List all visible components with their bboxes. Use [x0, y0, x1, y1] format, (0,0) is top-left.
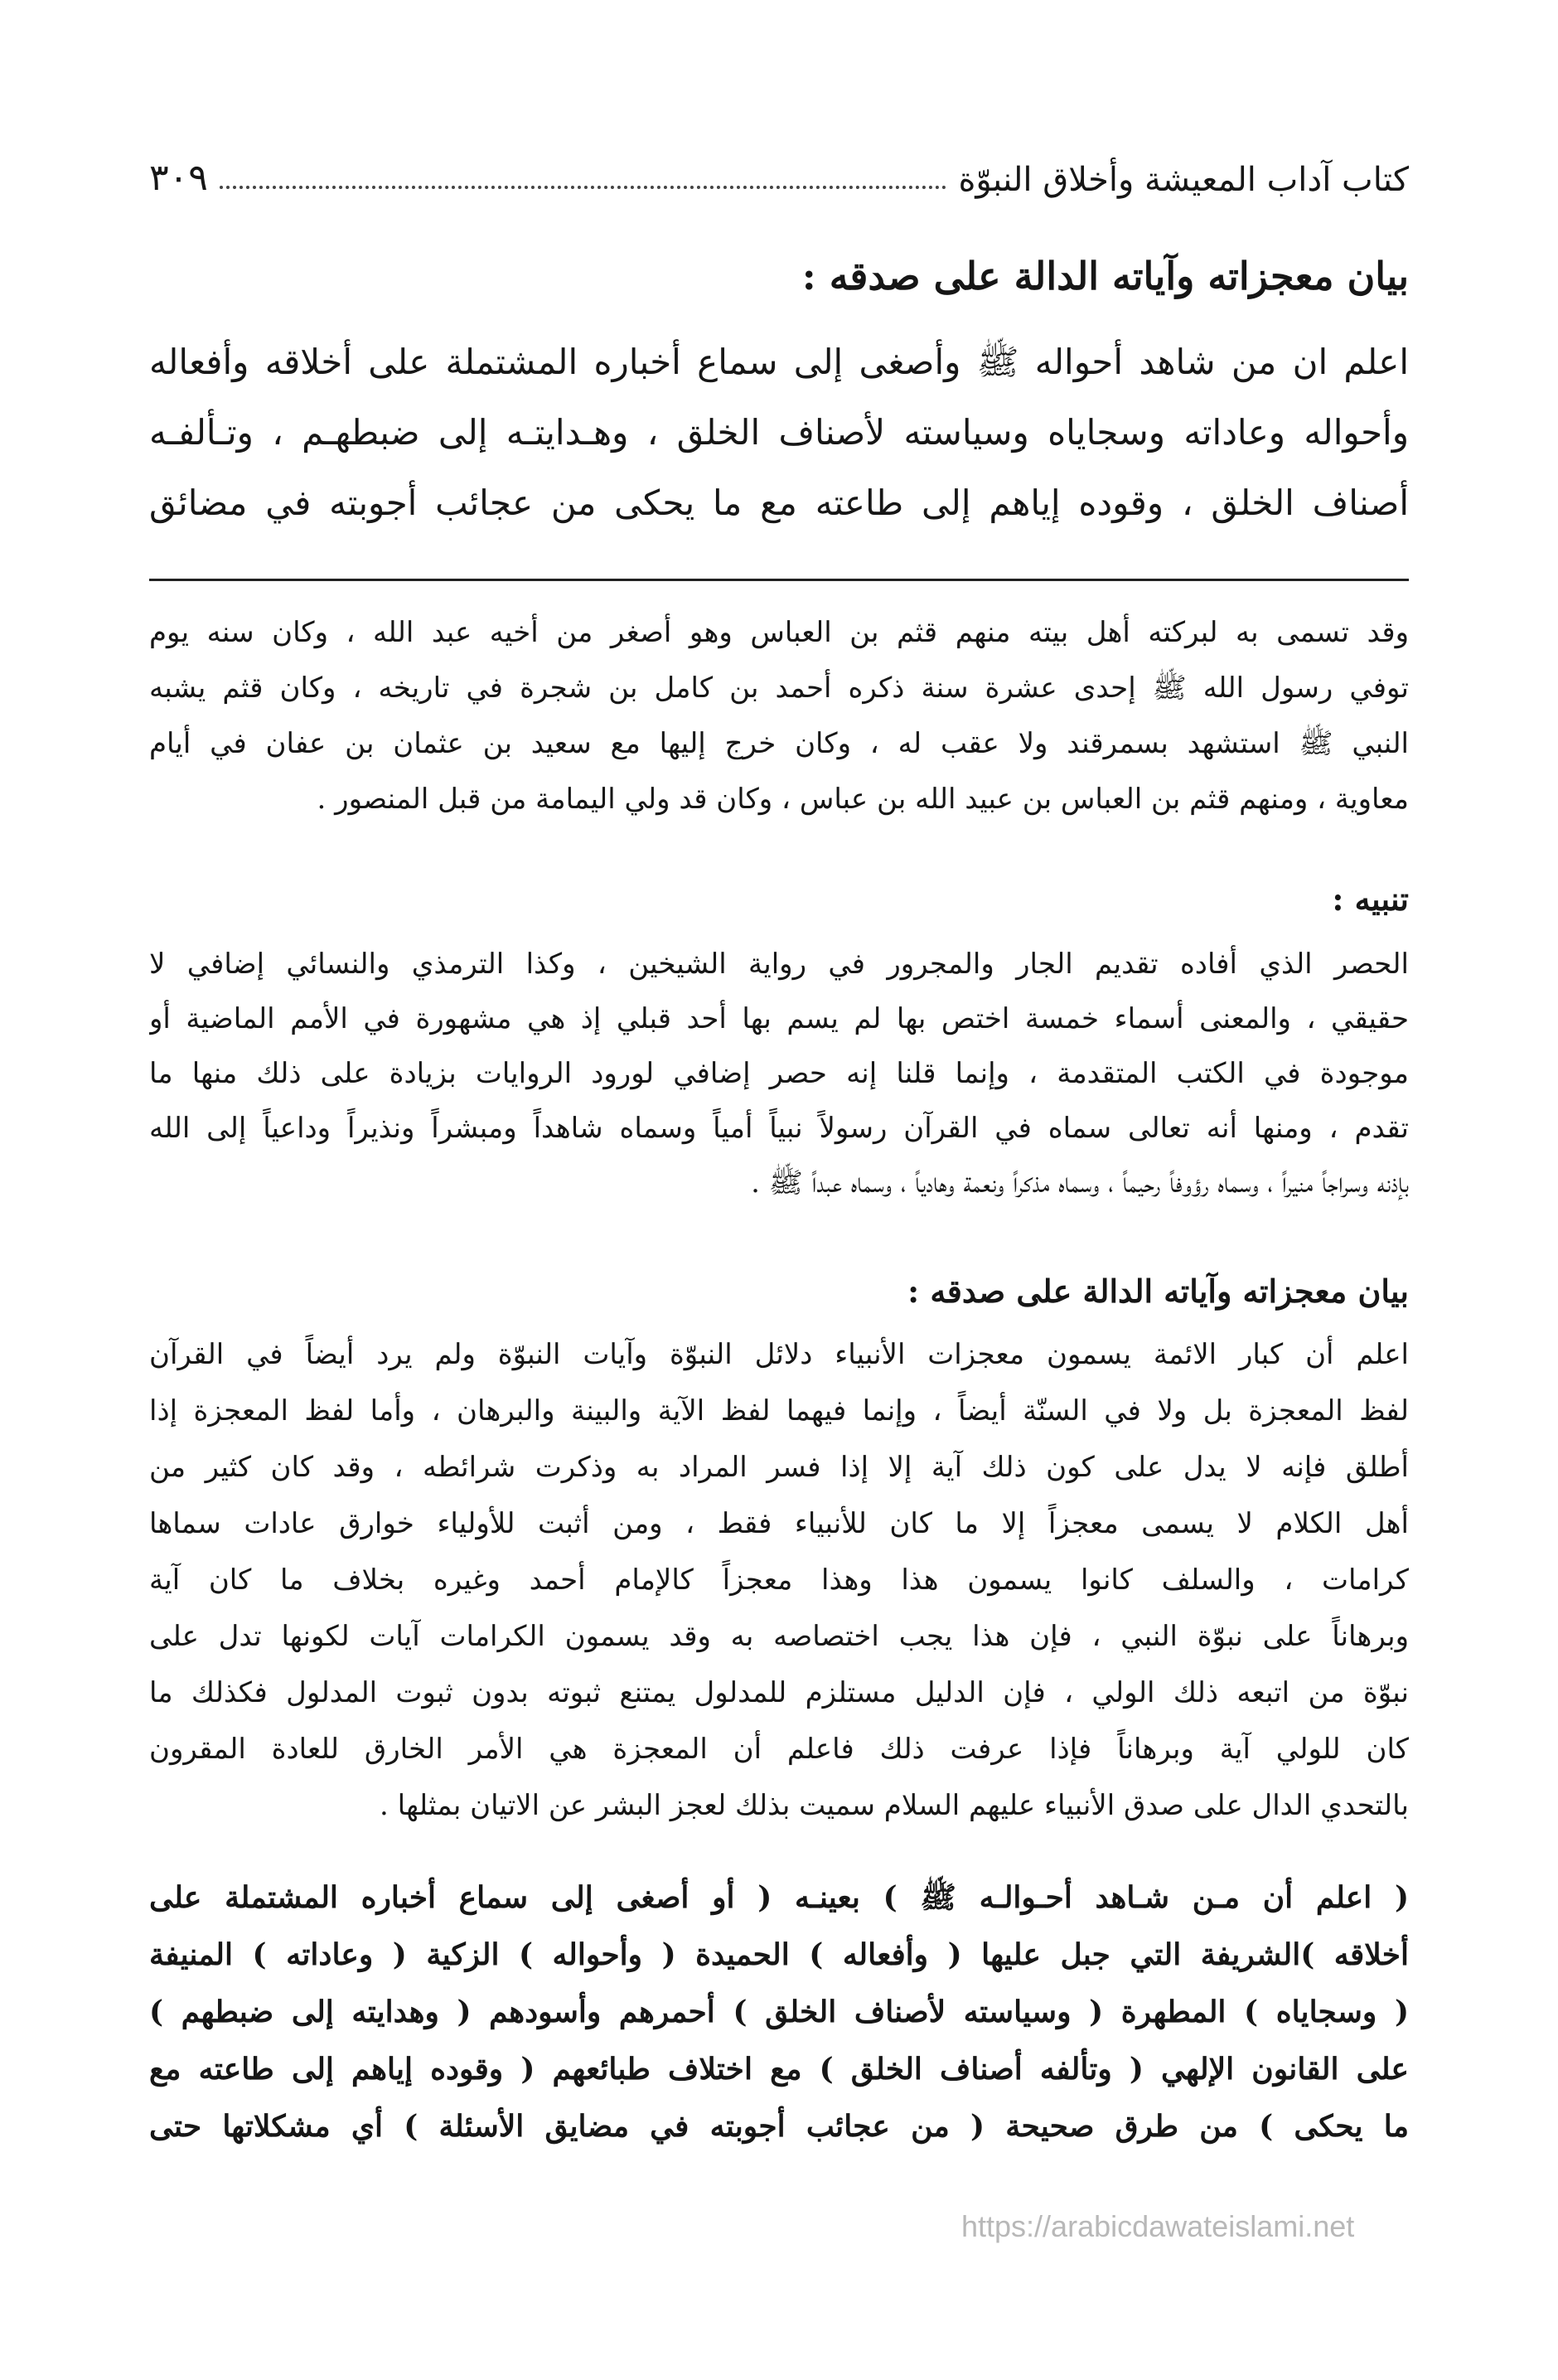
section-heading-main: بيان معجزاته وآياته الدالة على صدقه : — [801, 254, 1409, 298]
section-heading-second: بيان معجزاته وآياته الدالة على صدقه : — [907, 1272, 1409, 1310]
main-text — [149, 327, 1409, 538]
page-header — [149, 124, 1409, 199]
notice-line: الحصر الذي أفاده تقديم الجار والمجرور في رواية الشيخين ، وكذا الترمذي والنسائي إضافي لا — [149, 948, 1409, 981]
commentary-line: على القانون الإلهي ( وتألفه أصناف الخلق ) مع اختلاف طبائعهم ( وقوده إياهم إلى طاعته مع — [149, 2052, 1409, 2087]
miracles-line: اعلم أن كبار الائمة يسمون معجزات الأنبياء دلائل النبوّة وآيات النبوّة ولم يرد أيضاً في القرآن — [149, 1338, 1409, 1371]
miracles-line: بالتحدي الدال على صدق الأنبياء عليهم السلام سميت بذلك لعجز البشر عن الاتيان بمثلها . — [380, 1789, 1409, 1822]
footnote-line: وقد تسمى به لبركته أهل بيته منهم قثم بن العباس وهو أصغر من أخيه عبد الله ، وكان سنه يوم — [149, 616, 1409, 649]
running-title: كتاب آداب المعيشة وأخلاق النبوّة — [958, 161, 1409, 199]
commentary-text — [149, 1869, 1409, 2155]
watermark-url: https://arabicdawateislami.net — [961, 2209, 1355, 2243]
notice-line: بإذنه وسراجاً منيراً ، وسماه رؤوفاً رحيماً ، وسماه مذكراً ونعمة وهادياً ، وسماه عبداً ﷺ . — [751, 1166, 1409, 1200]
footnote-line: النبي ﷺ استشهد بسمرقند ولا عقب له ، وكان خرج إليها مع سعيد بن عثمان بن عفان في أيام — [149, 727, 1409, 760]
miracles-line: لفظ المعجزة بل ولا في السنّة أيضاً ، وإنما فيهما لفظ الآية والبينة والبرهان ، وأما لفظ المعجزة إذا — [149, 1394, 1409, 1428]
footnote-line: معاوية ، ومنهم قثم بن العباس بن عبيد الله بن عباس ، وكان قد ولي اليمامة من قبل المنصور . — [317, 783, 1409, 816]
dotted-leader — [220, 186, 947, 189]
commentary-line: ( وسجاياه ) المطهرة ( وسياسته لأصناف الخلق ) أحمرهم وأسودهم ( وهدايته إلى ضبطهم ) — [149, 1995, 1409, 2029]
page-number: ٣٠٩ — [149, 157, 208, 199]
miracles-text — [149, 1326, 1409, 1834]
commentary-line: أخلاقه )الشريفة التي جبل عليها ( وأفعاله ) الحميدة ( وأحواله ) الزكية ( وعاداته ) المنيفة — [149, 1937, 1409, 1972]
miracles-line: نبوّة من اتبعه ذلك الولي ، فإن الدليل مستلزم للمدلول يمتنع ثبوته بدون ثبوت المدلول فكذلك ما — [149, 1676, 1409, 1709]
commentary-line: ما يحكى ) من طرق صحيحة ( من عجائب أجوبته في مضايق الأسئلة ) أي مشكلاتها حتى — [149, 2109, 1409, 2144]
miracles-line: كان للولي آية وبرهاناً فإذا عرفت ذلك فاعلم أن المعجزة هي الأمر الخارق للعادة المقرون — [149, 1733, 1409, 1766]
miracles-line: كرامات ، والسلف كانوا يسمون هذا وهذا معجزاً كالإمام أحمد وغيره بخلاف ما كان آية — [149, 1563, 1409, 1597]
miracles-line: وبرهاناً على نبوّة النبي ، فإن هذا يجب اختصاصه به وقد يسمون الكرامات آيات لكونها تدل على — [149, 1620, 1409, 1653]
notice-line: موجودة في الكتب المتقدمة ، وإنما قلنا إنه حصر إضافي لورود الروايات بزيادة على ذلك منها ما — [149, 1057, 1409, 1090]
main-text-line: اعلم ان من شاهد أحواله ﷺ وأصغى إلى سماع أخباره المشتملة على أخلاقه وأفعاله — [149, 342, 1409, 382]
notice-text — [149, 937, 1409, 1210]
miracles-line: أهل الكلام لا يسمى معجزاً إلا ما كان للأنبياء فقط ، ومن أثبت للأولياء خوارق عادات سماها — [149, 1507, 1409, 1540]
notice-line: تقدم ، ومنها أنه تعالى سماه في القرآن رسولاً نبياً أمياً وسماه شاهداً ومبشراً ونذيراً وداعياً إلى الله — [149, 1112, 1409, 1145]
miracles-line: أطلق فإنه لا يدل على كون ذلك آية إلا إذا فسر المراد به وذكرت شرائطه ، وقد كان كثير من — [149, 1451, 1409, 1484]
notice-heading: تنبيه : — [1332, 880, 1409, 918]
main-text-line: أصناف الخلق ، وقوده إياهم إلى طاعته مع ما يحكى من عجائب أجوبته في مضائق — [149, 482, 1409, 523]
notice-line: حقيقي ، والمعنى أسماء خمسة اختص بها لم يسم بها أحد قبلي إذ هي مشهورة في الأمم الماضية أو — [149, 1002, 1409, 1035]
footnote-divider — [149, 579, 1409, 581]
footnote — [149, 605, 1409, 827]
footnote-line: توفي رسول الله ﷺ إحدى عشرة سنة ذكره أحمد بن كامل بن شجرة في تاريخه ، وكان قثم يشبه — [149, 671, 1409, 705]
main-text-line: وأحواله وعاداته وسجاياه وسياسته لأصناف الخلق ، وهـدايتـه إلى ضبطهـم ، وتـألفـه — [149, 412, 1409, 453]
commentary-line: ( اعلم أن مـن شـاهد أحـوالـه ﷺ ) بعينـه ( أو أصغى إلى سماع أخباره المشتملة على — [149, 1880, 1409, 1915]
